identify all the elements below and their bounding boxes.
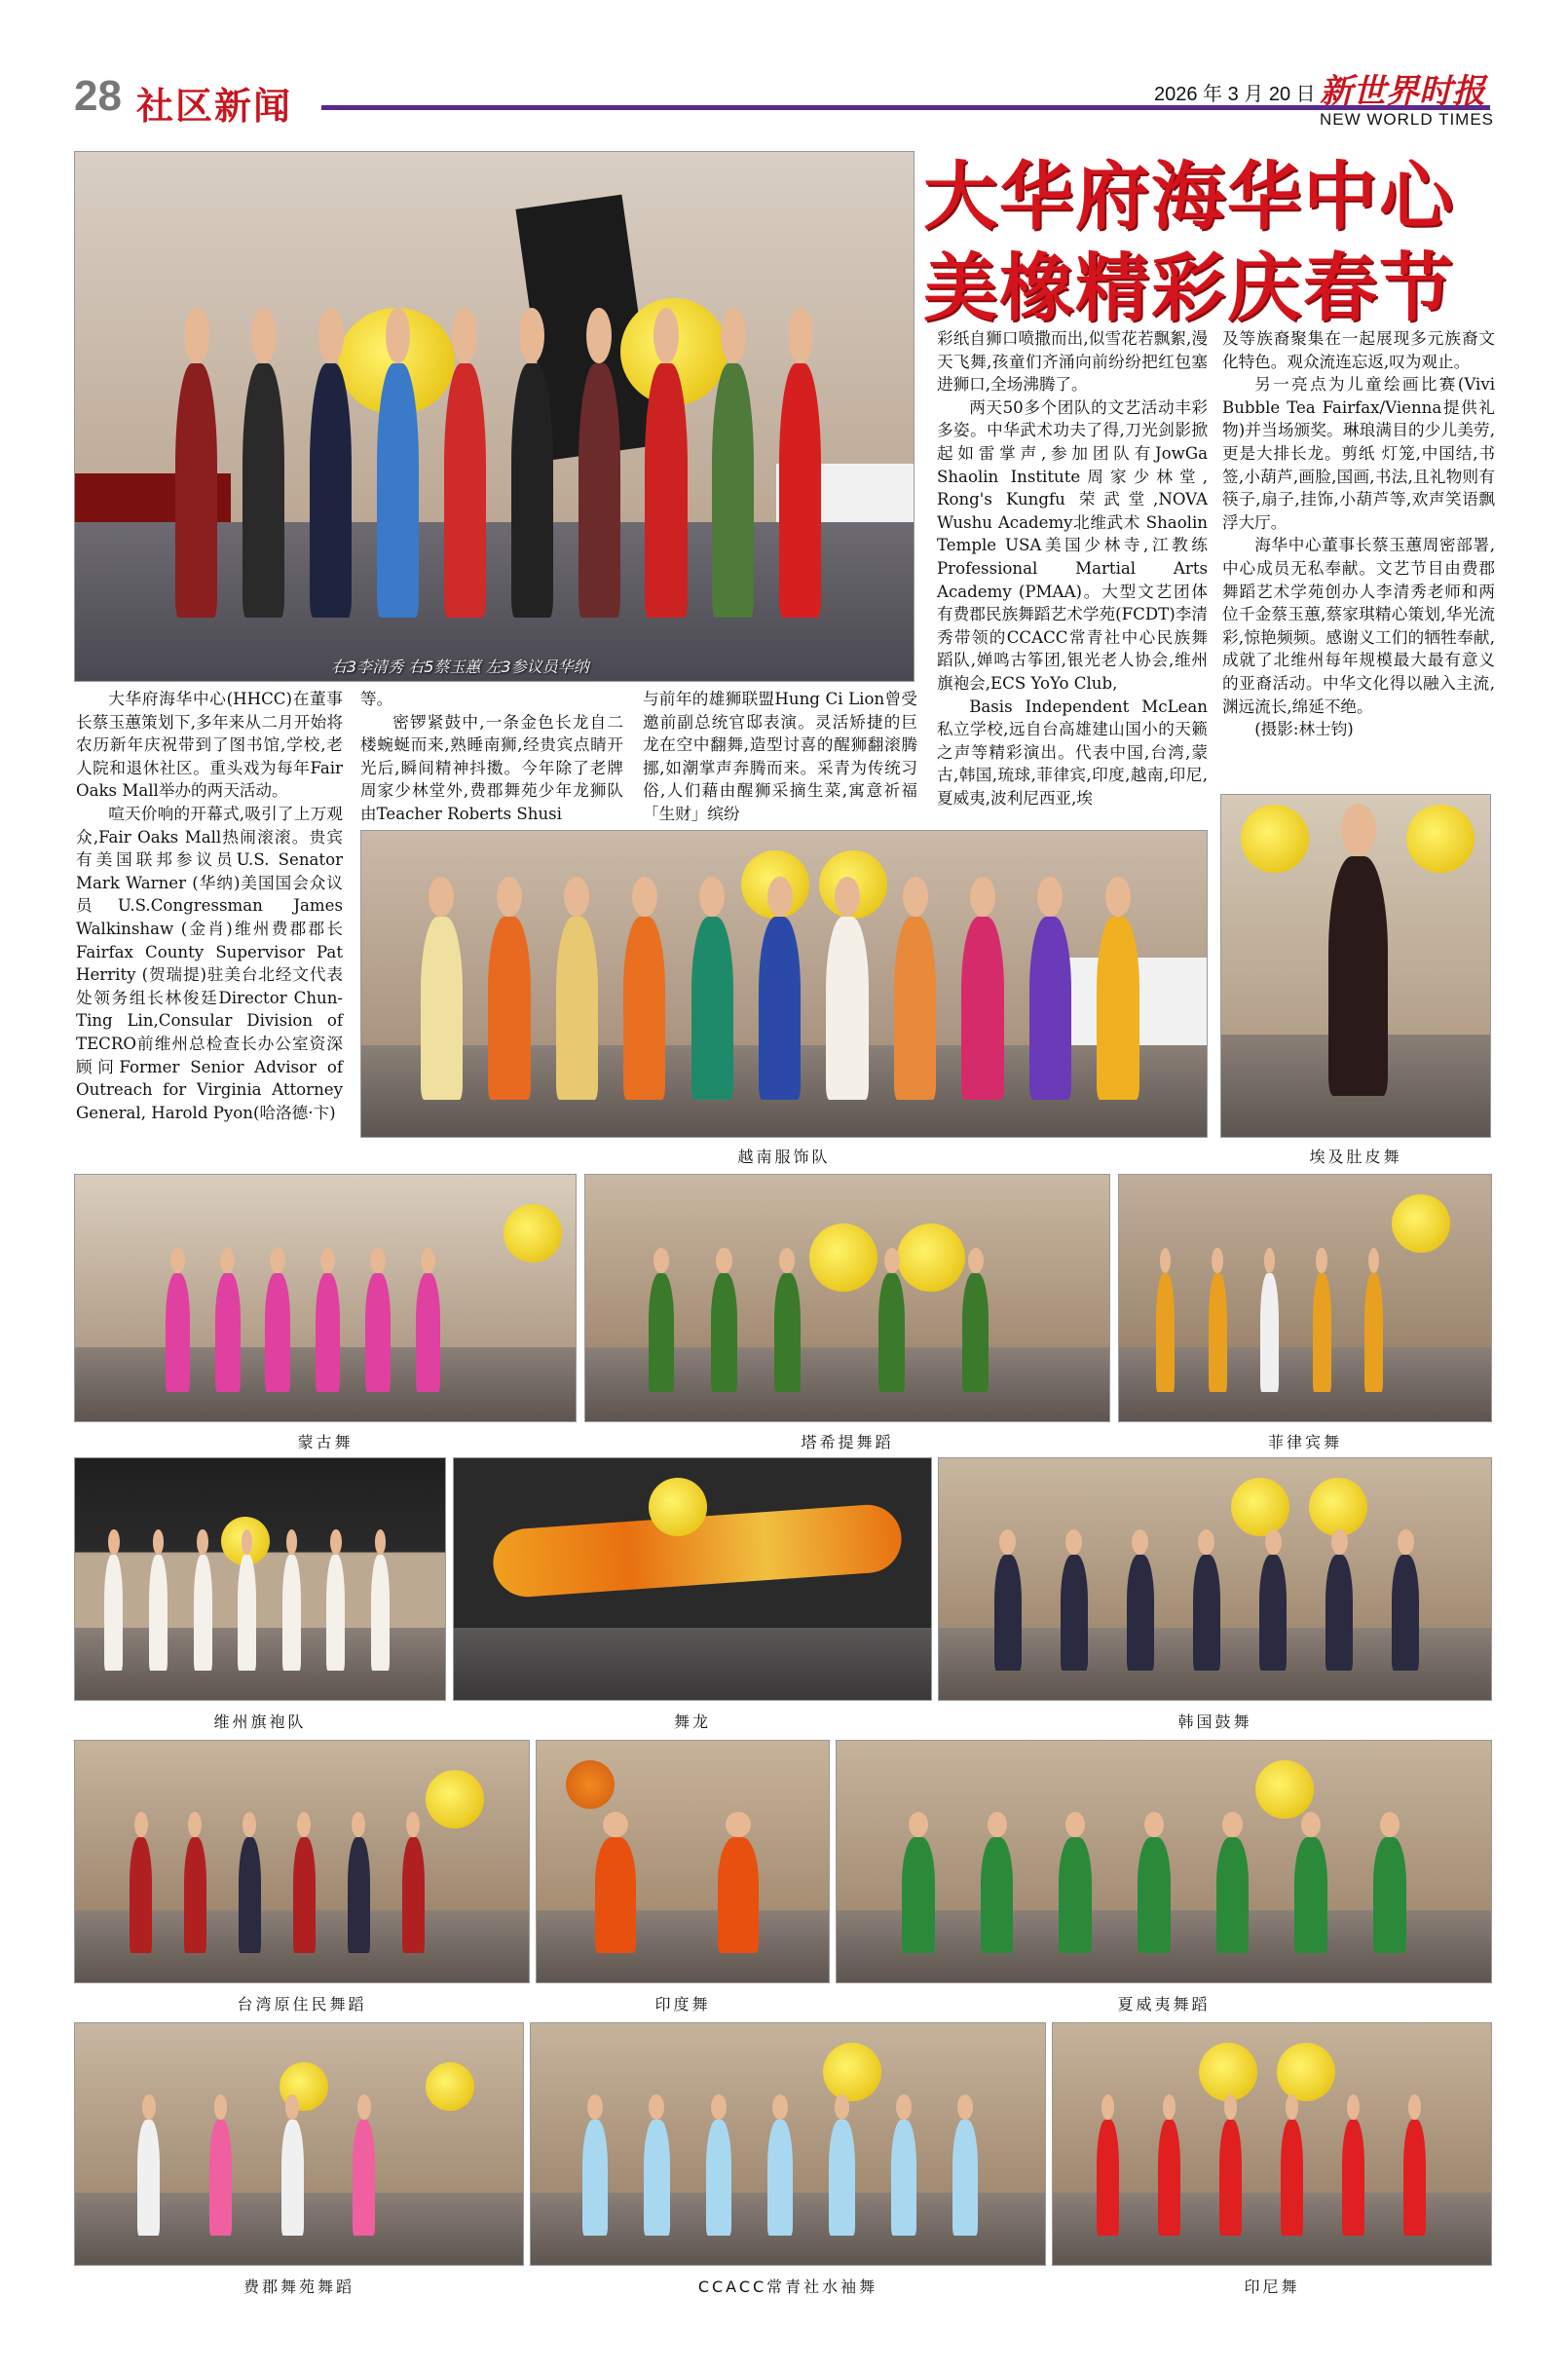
paragraph: 海华中心董事长蔡玉蕙周密部署,中心成员无私奉献。文艺节目由费郡舞蹈艺术学苑创办人李清秀老师和两位千金蔡玉蕙,蔡家琪精心策划,华光流彩,惊艳频频。感谢义工们的牺牲奉献,成就了北维州每年规模最大最有意义的亚裔活动。中华文化得以融入主流,渊远流长,绵延不绝。 (1222, 536, 1495, 716)
paragraph: 及等族裔聚集在一起展现多元族裔文化特色。观众流连忘返,叹为观止。 (1222, 329, 1495, 371)
photo-tahiti (584, 1174, 1110, 1422)
photo-philippines (1118, 1174, 1492, 1422)
issue-date: 2026 年 3 月 20 日 (1154, 84, 1316, 105)
headline-line-1: 大华府海华中心 (923, 153, 1455, 240)
photo-hawaii (836, 1740, 1492, 1983)
caption-tahiti: 塔希提舞蹈 (801, 1433, 894, 1451)
article-column-1 (76, 688, 343, 1124)
caption-qipao: 维州旗袍队 (213, 1713, 307, 1731)
paragraph: (摄影:林士钧) (1254, 720, 1354, 739)
caption-vietnam: 越南服饰队 (737, 1148, 831, 1166)
article-column-4 (937, 327, 1208, 809)
caption-korea: 韩国鼓舞 (1177, 1713, 1252, 1731)
photo-dragon (453, 1457, 932, 1701)
caption-dragon: 舞龙 (673, 1713, 711, 1731)
paragraph: 两天50多个团队的文艺活动丰彩多姿。中华武术功夫了得,刀光剑影掀起如雷掌声,参加团队有JowGa Shaolin Institute周家少林堂, Rong's Kungfu 荣武堂,NOVA Wushu Academy北维武术 Shaolin Temple USA美国少林寺,江教练Professional Martial Arts Academy (PMAA)。大型文艺团体有费郡民族舞蹈艺术学苑(FCDT)李清秀带领的CCACC常青社中心民族舞蹈队,婵鸣古筝团,银光老人协会,维州旗袍会,ECS YoYo Club, (937, 397, 1208, 693)
photo-vietnam (360, 830, 1208, 1138)
article-column-5 (1222, 327, 1495, 741)
lead-photo (74, 151, 915, 682)
photo-indonesia (1052, 2022, 1492, 2266)
caption-taiwan: 台湾原住民舞蹈 (237, 1995, 367, 2014)
paragraph: 喧天价响的开幕式,吸引了上万观众,Fair Oaks Mall热闹滚滚。贵宾有美国联邦参议员U.S. Senator Mark Warner (华纳)美国国会众议员U.S.Congressman James Walkinshaw (金肖)维州费郡郡长Fairfax County Supervisor Pat Herrity (贺瑞提)驻美台北经文代表处领务组长林俊廷Director Chun-Ting Lin,Consular Division of TECRO前维州总检查长办公室资深顾问Former Senior Advisor of Outreach for Virginia Attorney General, Harold Pyon(哈洛德·卞) (76, 804, 343, 1122)
lead-photo-caption: 右3李清秀 右5蔡玉蕙 左3参议员华纳 (331, 658, 589, 676)
page-number: 28 (74, 72, 122, 120)
section-title: 社区新闻 (136, 85, 293, 128)
headline-line-2: 美橡精彩庆春节 (923, 245, 1455, 331)
photo-ccacc (530, 2022, 1046, 2266)
photo-egypt (1220, 794, 1491, 1138)
photo-taiwan (74, 1740, 530, 1983)
article-headline (923, 151, 1508, 334)
paragraph: 等。 (360, 690, 393, 708)
caption-fcdt: 费郡舞苑舞蹈 (243, 2278, 355, 2296)
caption-hawaii: 夏威夷舞蹈 (1117, 1995, 1211, 2014)
photo-mongolia (74, 1174, 577, 1422)
photo-korea (938, 1457, 1492, 1701)
newspaper-logo-en: NEW WORLD TIMES (1320, 110, 1495, 129)
photo-fcdt (74, 2022, 524, 2266)
paragraph: 彩纸自狮口喷撒而出,似雪花若飘絮,漫天飞舞,孩童们齐涌向前纷纷把红包塞进狮口,全场沸腾了。 (937, 329, 1208, 395)
article-column-3 (643, 688, 917, 826)
paragraph: 密锣紧鼓中,一条金色长龙自二楼蜿蜒而来,熟睡南狮,经贵宾点睛开光后,瞬间精神抖擞。今年除了老牌周家少林堂外,费郡舞苑少年龙狮队由Teacher Roberts Shusi (360, 712, 623, 823)
paragraph: 大华府海华中心(HHCC)在董事长蔡玉蕙策划下,多年来从二月开始将农历新年庆祝带到了图书馆,学校,老人院和退休社区。重头戏为每年Fair Oaks Mall举办的两天活动。 (76, 690, 343, 801)
caption-indonesia: 印尼舞 (1244, 2278, 1300, 2296)
caption-egypt: 埃及肚皮舞 (1309, 1148, 1402, 1166)
photo-qipao (74, 1457, 446, 1701)
paragraph: Basis Independent McLean私立学校,远自台高雄建山国小的天籁之声等精彩演出。代表中国,台湾,蒙古,韩国,琉球,菲律宾,印度,越南,印尼,夏威夷,波利尼西亚,埃 (937, 697, 1208, 808)
paragraph: 另一亮点为儿童绘画比赛(Vivi Bubble Tea Fairfax/Vienna提供礼物)并当场颁奖。琳琅满目的少儿美劳,更是大排长龙。剪纸 灯笼,中国结,书签,小葫芦,画脸,国画,书法,且礼物则有筷子,扇子,挂饰,小葫芦等,欢声笑语飘浮大厅。 (1222, 375, 1495, 532)
caption-ccacc: CCACC常青社水袖舞 (697, 2278, 878, 2296)
caption-mongolia: 蒙古舞 (297, 1433, 354, 1451)
newspaper-logo: 新世界时报 (1320, 72, 1485, 111)
photo-india (536, 1740, 830, 1983)
caption-india: 印度舞 (654, 1995, 711, 2014)
paragraph: 与前年的雄狮联盟Hung Ci Lion曾受邀前副总统官邸表演。灵活矫捷的巨龙在空中翻舞,造型讨喜的醒狮翻滚腾挪,如潮掌声奔腾而来。采青为传统习俗,人们藉由醒狮采摘生菜,寓意祈福「生财」缤纷 (643, 690, 917, 823)
caption-philippines: 菲律宾舞 (1267, 1433, 1342, 1451)
article-column-2 (360, 688, 623, 826)
